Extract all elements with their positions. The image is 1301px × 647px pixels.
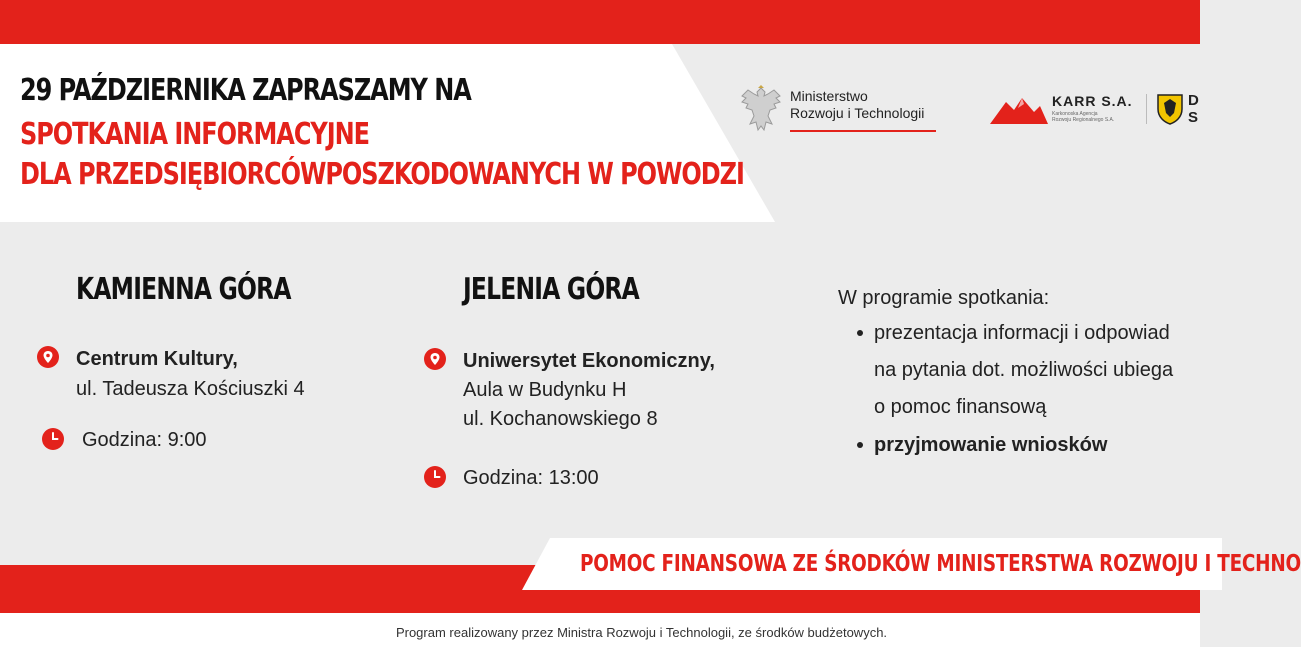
event-2-address-line-2: ul. Kochanowskiego 8 — [463, 408, 658, 430]
karr-name: KARR S.A. — [1052, 93, 1133, 109]
event-1-address: ul. Tadeusza Kościuszki 4 — [76, 378, 305, 400]
program-item-2: przyjmowanie wniosków — [874, 434, 1108, 456]
program-title: W programie spotkania: — [838, 287, 1050, 309]
event-2-city: JELENIA GÓRA — [463, 272, 640, 307]
program-item-1-line-2: na pytania dot. możliwości ubiega — [874, 359, 1174, 381]
ministry-logo — [738, 82, 938, 138]
clock-icon — [42, 428, 64, 450]
headline-event: SPOTKANIA INFORMACYJNE — [20, 117, 370, 152]
event-2-venue: Uniwersytet Ekonomiczny, — [463, 350, 715, 372]
ministry-underline — [790, 130, 936, 132]
program-item-1-line-3: o pomoc finansową — [874, 396, 1047, 418]
funding-banner-text: POMOC FINANSOWA ZE ŚRODKÓW MINISTERSTWA ROZWOJU I TECHNO — [580, 551, 1301, 577]
event-2-address-line-1: Aula w Budynku H — [463, 379, 627, 401]
event-2-time: Godzina: 13:00 — [463, 467, 599, 489]
bullet-point — [857, 442, 863, 448]
ministry-name: Ministerstwo Rozwoju i Technologii — [790, 88, 925, 121]
event-1-city: KAMIENNA GÓRA — [76, 272, 291, 307]
karr-subtitle: Karkonoska Agencja Rozwoju Regionalnego S.A. — [1052, 111, 1115, 123]
eagle-emblem-icon — [738, 84, 784, 136]
logo-divider — [1146, 94, 1147, 124]
mountain-logo-icon — [990, 94, 1048, 124]
clock-icon — [424, 466, 446, 488]
bullet-point — [857, 330, 863, 336]
headline-audience: DLA PRZEDSIĘBIORCÓWPOSZKODOWANYCH W POWODZI — [20, 157, 744, 192]
shield-crest-icon — [1156, 93, 1184, 125]
event-1-time: Godzina: 9:00 — [82, 429, 207, 451]
event-1-venue: Centrum Kultury, — [76, 348, 238, 370]
karr-logo — [990, 88, 1200, 138]
headline-date: 29 PAŹDZIERNIKA ZAPRASZAMY NA — [20, 73, 471, 108]
footer-note: Program realizowany przez Ministra Rozwoju i Technologii, ze środków budżetowych. — [395, 625, 888, 640]
location-pin-icon — [37, 346, 59, 368]
program-item-1-line-1: prezentacja informacji i odpowiad — [874, 322, 1170, 344]
top-red-bar — [0, 0, 1200, 44]
location-pin-icon — [424, 348, 446, 370]
region-logo-text: D S — [1188, 92, 1199, 126]
